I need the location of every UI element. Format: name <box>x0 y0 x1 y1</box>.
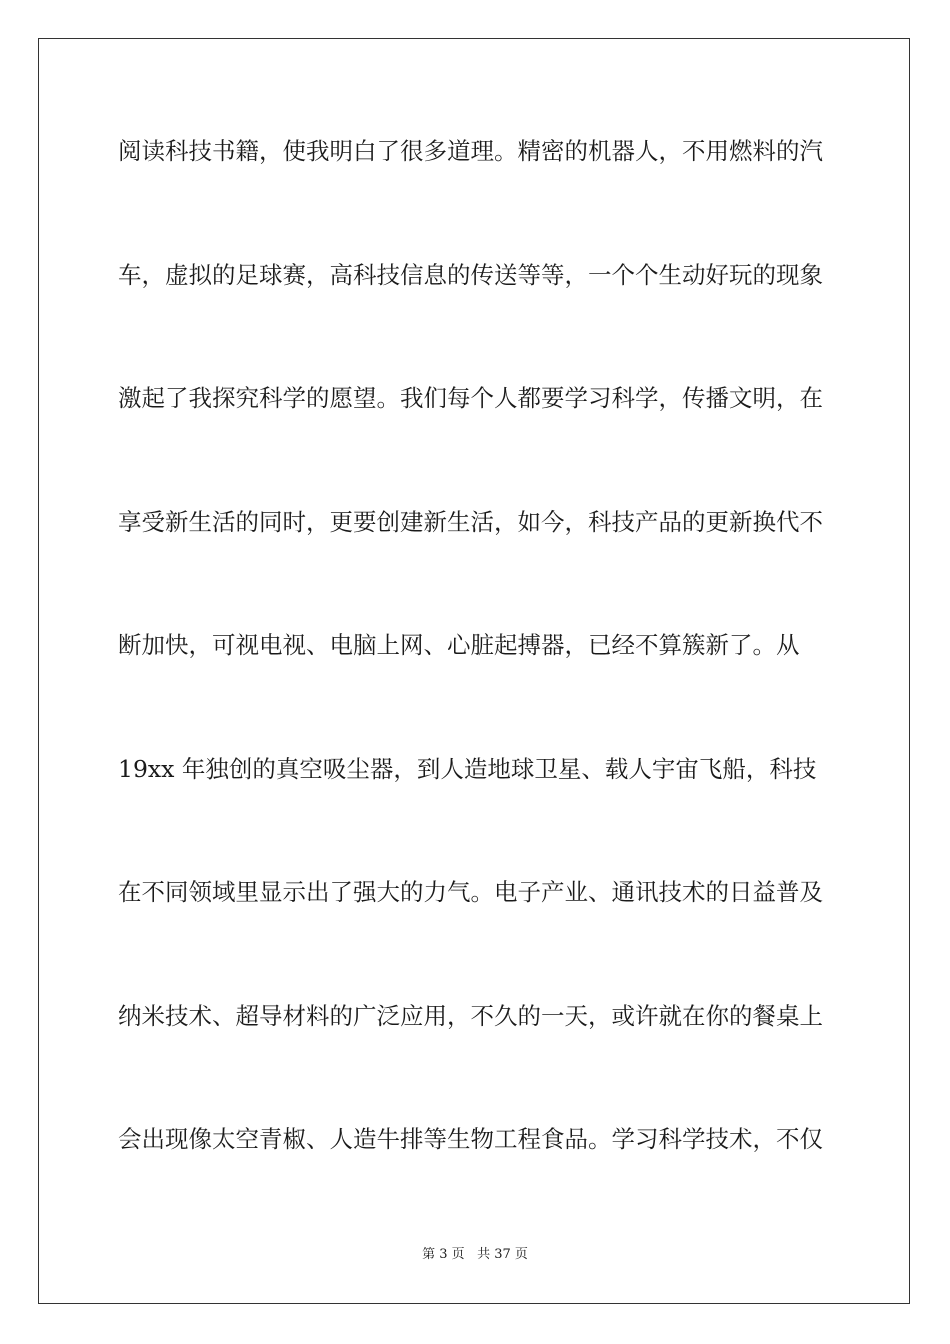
body-line: 激起了我探究科学的愿望。我们每个人都要学习科学，传播文明，在 <box>118 384 823 412</box>
body-line: 纳米技术、超导材料的广泛应用，不久的一天，或许就在你的餐桌上 <box>118 1002 823 1030</box>
body-line: 享受新生活的同时，更要创建新生活，如今，科技产品的更新换代不 <box>118 508 823 536</box>
body-line: 19xx 年独创的真空吸尘器，到人造地球卫星、载人宇宙飞船，科技 <box>118 755 817 783</box>
body-line: 车，虚拟的足球赛，高科技信息的传送等等，一个个生动好玩的现象 <box>118 261 823 289</box>
body-line: 断加快，可视电视、电脑上网、心脏起搏器，已经不算簇新了。从 <box>118 631 800 659</box>
page-border <box>38 38 910 1304</box>
page-footer <box>0 1246 950 1264</box>
page-total: 共 37 页 <box>477 1247 528 1262</box>
page-number: 第 3 页 <box>422 1247 465 1262</box>
body-line: 在不同领域里显示出了强大的力气。电子产业、通讯技术的日益普及 <box>118 878 823 906</box>
body-line: 会出现像太空青椒、人造牛排等生物工程食品。学习科学技术，不仅 <box>118 1125 823 1153</box>
body-line: 阅读科技书籍，使我明白了很多道理。精密的机器人，不用燃料的汽 <box>118 137 823 165</box>
